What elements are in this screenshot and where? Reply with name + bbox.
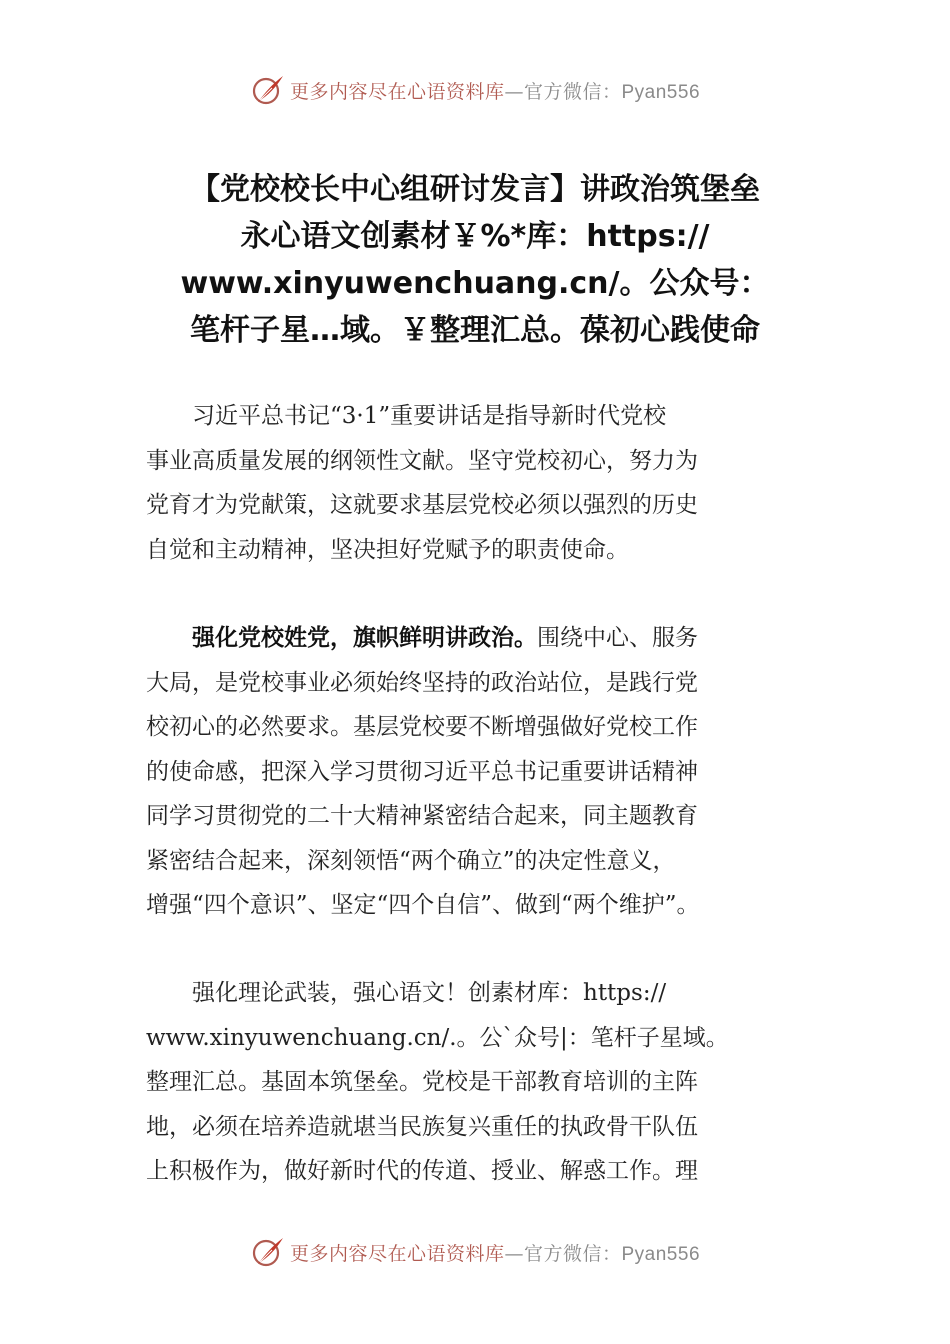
quill-logo-icon	[250, 1234, 286, 1270]
quill-logo-icon	[250, 72, 286, 108]
paragraph-line: 自觉和主动精神，坚决担好党赋予的职责使命。	[146, 536, 629, 563]
banner-text	[290, 77, 700, 104]
title-line: 笔杆子星…域。￥整理汇总。葆初心践使命	[190, 313, 760, 348]
paragraph-1	[146, 394, 826, 572]
banner-text	[290, 1239, 700, 1266]
paragraph-2	[146, 616, 826, 928]
banner-separator: —	[504, 80, 524, 103]
banner-wechat-id: Pyan556	[621, 81, 701, 103]
paragraph-line: 增强“四个意识”、坚定“四个自信”、做到“两个维护”。	[146, 892, 700, 918]
paragraph-line: 同学习贯彻党的二十大精神紧密结合起来，同主题教育	[146, 803, 698, 829]
title-line: 永心语文创素材￥%*库：https://	[240, 219, 710, 254]
paragraph-line	[146, 616, 826, 661]
paragraph-3	[146, 971, 826, 1194]
banner-contact-label: 官方微信：	[523, 80, 622, 103]
paragraph-line: 党育才为党献策，这就要求基层党校必须以强烈的历史	[146, 492, 698, 518]
paragraph-line: www.xinyuwenchuang.cn/.。公`众号|：笔杆子星域。	[146, 1024, 729, 1051]
paragraph-line: 校初心的必然要求。基层党校要不断增强做好党校工作	[146, 714, 698, 740]
header-banner	[0, 70, 950, 110]
title-line: 【党校校长中心组研讨发言】讲政治筑堡垒	[190, 172, 760, 207]
paragraph-line: 强化理论武装，强心语文！创素材库：https://	[146, 980, 667, 1006]
title-line: www.xinyuwenchuang.cn/。公众号：	[180, 266, 770, 301]
banner-contact-label: 官方微信：	[523, 1242, 622, 1265]
document-title	[60, 166, 890, 354]
paragraph-line: 事业高质量发展的纲领性文献。坚守党校初心，努力为	[146, 447, 698, 474]
banner-site-text: 更多内容尽在心语资料库	[289, 80, 505, 103]
paragraph-text: 围绕中心、服务	[537, 625, 698, 651]
paragraph-line: 的使命感，把深入学习贯彻习近平总书记重要讲话精神	[146, 758, 698, 785]
banner-site-text: 更多内容尽在心语资料库	[289, 1242, 505, 1265]
section-heading: 强化党校姓党，旗帜鲜明讲政治。	[146, 625, 537, 651]
paragraph-line: 地，必须在培养造就堪当民族复兴重任的执政骨干队伍	[146, 1113, 698, 1140]
banner-separator: —	[504, 1242, 524, 1265]
paragraph-line: 上积极作为，做好新时代的传道、授业、解惑工作。理	[146, 1158, 698, 1184]
paragraph-line: 整理汇总。基固本筑堡垒。党校是干部教育培训的主阵	[146, 1069, 698, 1095]
paragraph-line: 习近平总书记“3·1”重要讲话是指导新时代党校	[146, 403, 667, 429]
paragraph-line: 紧密结合起来，深刻领悟“两个确立”的决定性意义，	[146, 847, 676, 874]
banner-wechat-id: Pyan556	[621, 1243, 701, 1265]
paragraph-line: 大局，是党校事业必须始终坚持的政治站位，是践行党	[146, 669, 698, 696]
footer-banner	[0, 1232, 950, 1272]
